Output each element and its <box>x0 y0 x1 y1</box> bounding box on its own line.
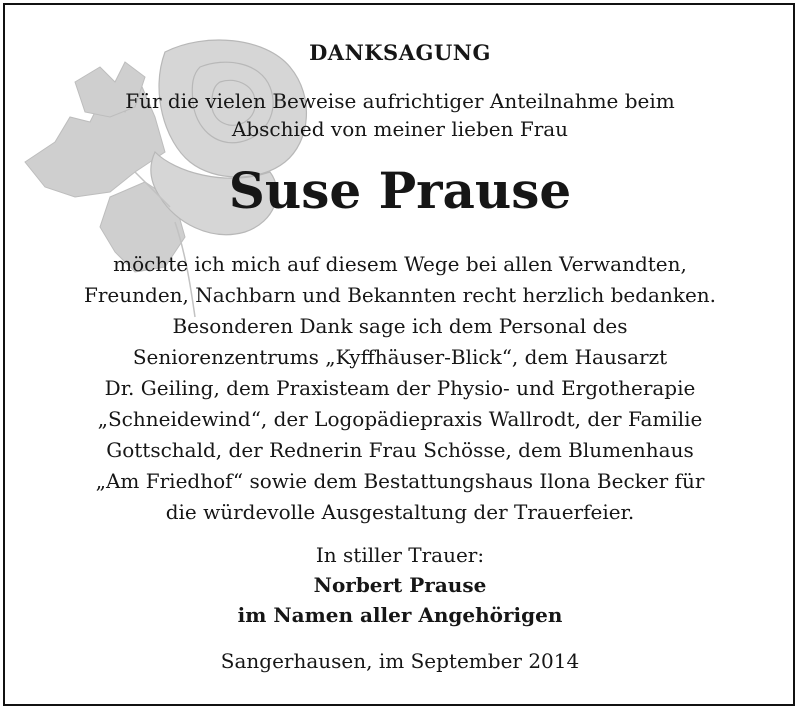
body-line: Dr. Geiling, dem Praxisteam der Physio- und Ergotherapie <box>104 376 696 400</box>
intro-line: Abschied von meiner lieben Frau <box>231 117 569 141</box>
body-line: Gottschald, der Rednerin Frau Schösse, dem Blumenhaus <box>106 438 694 462</box>
body-line: Freunden, Nachbarn und Bekannten recht herzlich bedanken. <box>83 283 717 307</box>
body-line: „Schneidewind“, der Logopädiepraxis Wallrodt, der Familie <box>97 407 703 431</box>
signoff-name: Norbert Prause <box>313 573 487 597</box>
deceased-name: Suse Prause <box>228 161 572 220</box>
signoff-label: In stiller Trauer: <box>315 543 485 567</box>
intro-text <box>0 87 800 143</box>
place-and-date: Sangerhausen, im September 2014 <box>220 649 580 673</box>
signoff-family: im Namen aller Angehörigen <box>237 603 563 627</box>
thanks-body-text <box>0 249 800 528</box>
body-line: Seniorenzentrums „Kyffhäuser-Blick“, dem Hausarzt <box>132 345 668 369</box>
notice-heading: DANKSAGUNG <box>309 40 491 65</box>
intro-line: Für die vielen Beweise aufrichtiger Anteilnahme beim <box>125 89 675 113</box>
body-line: möchte ich mich auf diesem Wege bei allen Verwandten, <box>113 252 687 276</box>
body-line: „Am Friedhof“ sowie dem Bestattungshaus Ilona Becker für <box>95 469 705 493</box>
body-line: die würdevolle Ausgestaltung der Trauerfeier. <box>165 500 635 524</box>
body-line: Besonderen Dank sage ich dem Personal des <box>172 314 628 338</box>
